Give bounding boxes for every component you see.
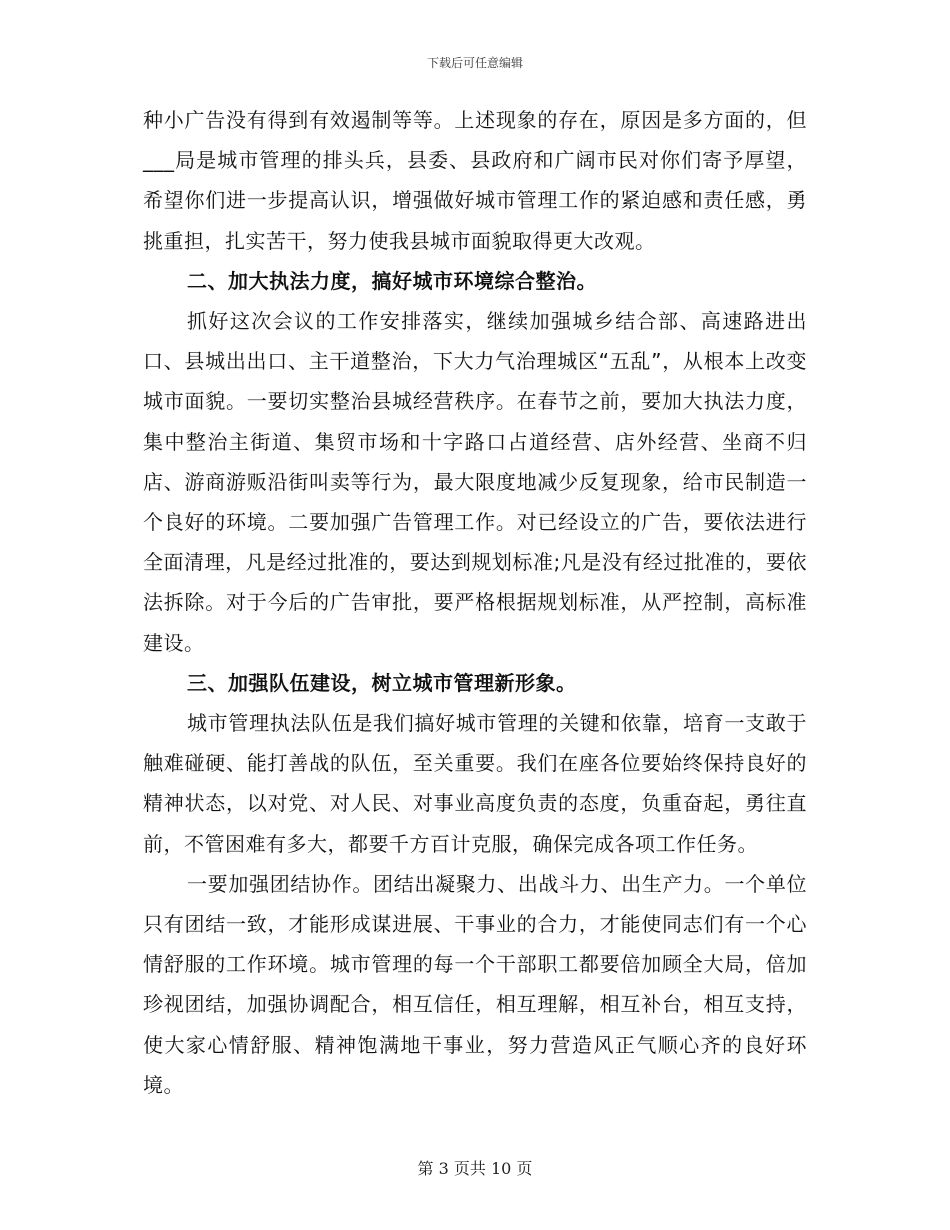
section-heading-3: 三、加强队伍建设，树立城市管理新形象。 [187, 670, 577, 695]
paragraph-unity: 一要加强团结协作。团结出凝聚力、出战斗力、出生产力。一个单位只有团结一致，才能形成谋进展、干事业的合力，才能使同志们有一个心情舒服的工作环境。城市管理的每一个干部职工都要倍加顾全大局，倍加珍视团结，加强协调配合，相互信任，相互理解，相互补台，相互支持，使大家心情舒服、精神饱满地干事业，努力营造风正气顺心齐的良好环境。 [143, 871, 807, 1097]
page-number: 第 3 页共 10 页 [417, 1159, 533, 1178]
paragraph-enforcement: 抓好这次会议的工作安排落实，继续加强城乡结合部、高速路进出口、县城出出口、主干道整治，下大力气治理城区“五乱”，从根本上改变城市面貌。一要切实整治县城经营秩序。在春节之前，要加大执法力度，集中整治主街道、集贸市场和十字路口占道经营、店外经营、坐商不归店、游商游贩沿街叫卖等行为，最大限度地减少反复现象，给市民制造一个良好的环境。二要加强广告管理工作。对已经设立的广告，要依法进行全面清理，凡是经过批准的，要达到规划标准;凡是没有经过批准的，要依法拆除。对于今后的广告审批，要严格根据规划标准，从严控制，高标准建设。 [143, 309, 807, 655]
section-heading-2: 二、加大执法力度，搞好城市环境综合整治。 [187, 268, 597, 293]
document-body [143, 100, 807, 1105]
page-header: 下载后可任意编辑 [426, 56, 523, 70]
paragraph-continuation: 种小广告没有得到有效遏制等等。上述现象的存在，原因是多方面的，但___局是城市管理的排头兵，县委、县政府和广阔市民对你们寄予厚望，希望你们进一步提高认识，增强做好城市管理工作的紧迫感和责任感，勇挑重担，扎实苦干，努力使我县城市面貌取得更大改观。 [143, 108, 807, 253]
paragraph-team-building: 城市管理执法队伍是我们搞好城市管理的关键和依靠，培育一支敢于触难碰硬、能打善战的队伍，至关重要。我们在座各位要始终保持良好的精神状态，以对党、对人民、对事业高度负责的态度，负重奋起，勇往直前，不管困难有多大，都要千方百计克服，确保完成各项工作任务。 [143, 711, 807, 856]
